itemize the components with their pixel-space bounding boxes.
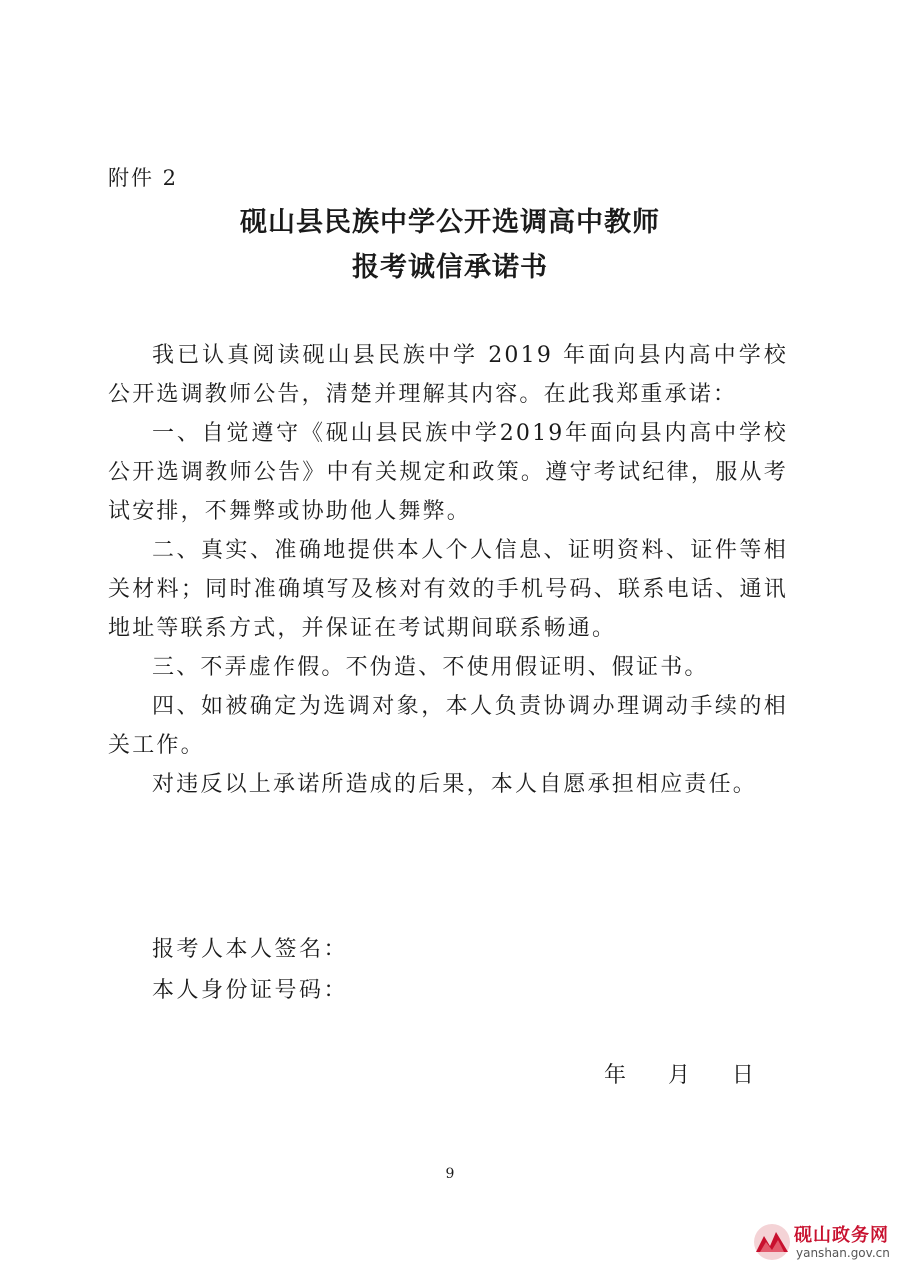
page-number: 9 <box>445 1166 455 1182</box>
signature-label: 报考人本人签名： <box>152 937 349 962</box>
mountain-logo-icon <box>752 1222 792 1262</box>
site-watermark-logo <box>752 1218 898 1270</box>
attachment-label: 附件 2 <box>108 166 179 190</box>
liability-paragraph: 对违反以上承诺所造成的后果，本人自愿承担相应责任。 <box>152 772 758 797</box>
document-title-line-1: 砚山县民族中学公开选调高中教师 <box>240 207 660 238</box>
document-title-line-2: 报考诚信承诺书 <box>352 252 548 283</box>
pledge-item-4: 四、如被确定为选调对象，本人负责协调办理调动手续的相关工作。 <box>108 694 788 758</box>
watermark-url: yanshan.gov.cn <box>796 1246 890 1260</box>
pledge-item-3: 三、不弄虚作假。不伪造、不使用假证明、假证书。 <box>152 655 709 680</box>
pledge-item-2: 二、真实、准确地提供本人个人信息、证明资料、证件等相关材料；同时准确填写及核对有效的手机号码、联系电话、通讯地址等联系方式，并保证在考试期间联系畅通。 <box>108 538 788 641</box>
id-number-label: 本人身份证号码： <box>152 978 349 1003</box>
watermark-title: 砚山政务网 <box>794 1225 889 1246</box>
pledge-item-1: 一、自觉遵守《砚山县民族中学2019年面向县内高中学校公开选调教师公告》中有关规定和政策。遵守考试纪律，服从考试安排，不舞弊或协助他人舞弊。 <box>108 421 788 524</box>
date-line: 年 月 日 <box>604 1063 754 1088</box>
pledge-body <box>108 336 788 804</box>
intro-paragraph: 我已认真阅读砚山县民族中学 2019 年面向县内高中学校公开选调教师公告，清楚并理解其内容。在此我郑重承诺： <box>108 343 788 407</box>
